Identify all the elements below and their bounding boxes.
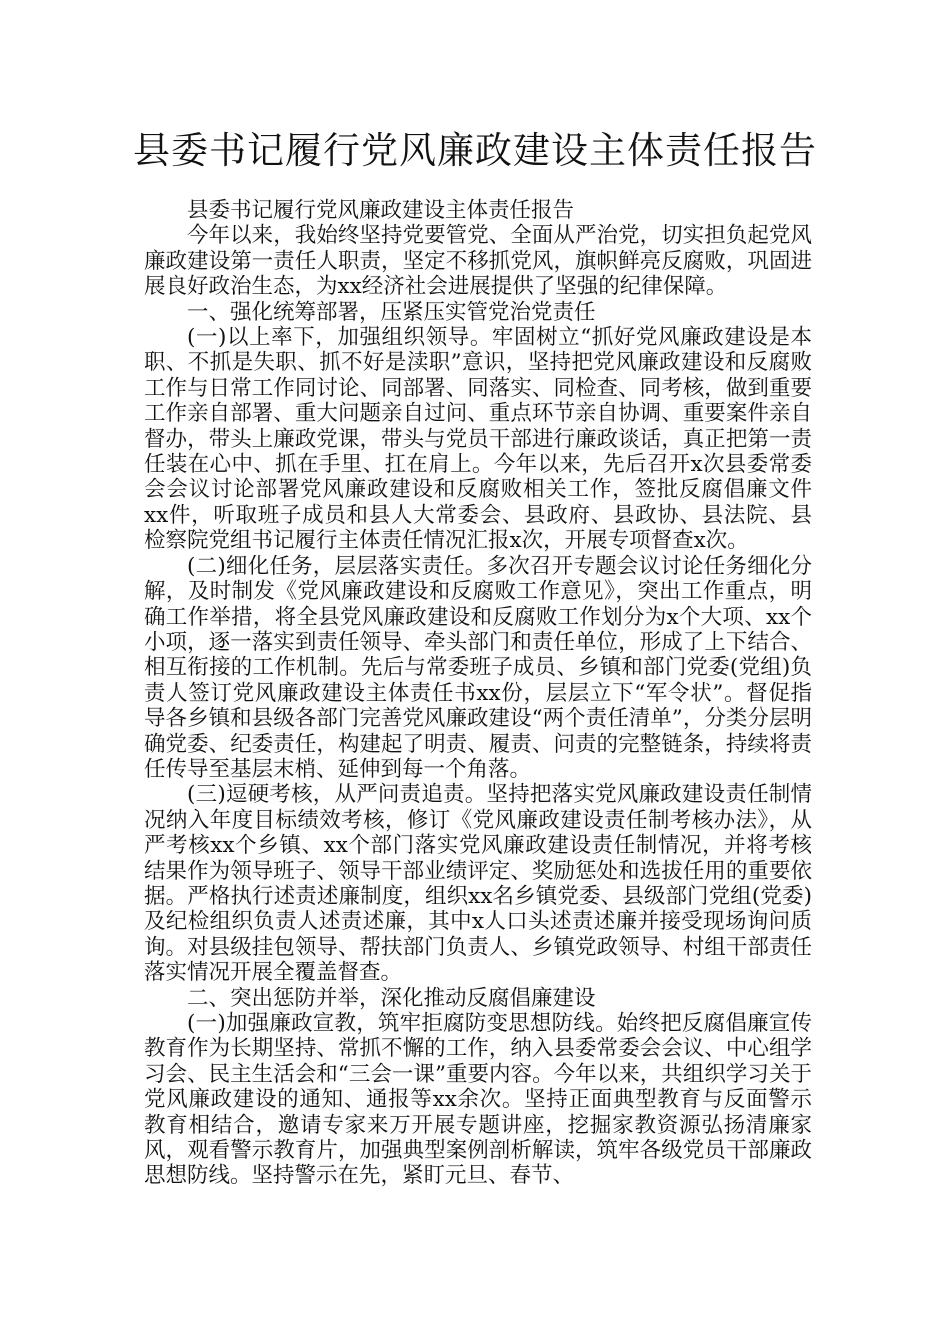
document-title: 县委书记履行党风廉政建设主体责任报告: [133, 129, 817, 172]
document-body: [144, 198, 812, 1189]
body-paragraph: (三)逗硬考核，从严问责追责。坚持把落实党风廉政建设责任制情况纳入年度目标绩效考核，修订《党风廉政建设责任制考核办法》，从严考核xx个乡镇、xx个部门落实党风廉政建设责任制情况，并将考核结果作为领导班子、领导干部业绩评定、奖励惩处和选拔任用的重要依据。严格执行述责述廉制度，组织xx名乡镇党委、县级部门党组(党委)及纪检组织负责人述责述廉，其中x人口头述责述廉并接受现场询问质询。对县级挂包领导、帮扶部门负责人、乡镇党政领导、村组干部责任落实情况开展全覆盖督查。: [144, 782, 812, 986]
section-heading-1: 一、强化统筹部署，压紧压实管党治党责任: [187, 299, 596, 325]
body-paragraph: (一)以上率下，加强组织领导。牢固树立“抓好党风廉政建设是本职、不抓是失职、抓不好是渎职”意识，坚持把党风廉政建设和反腐败工作与日常工作同讨论、同部署、同落实、同检查、同考核，做到重要工作亲自部署、重大问题亲自过问、重点环节亲自协调、重要案件亲自督办，带头上廉政党课，带头与党员干部进行廉政谈话，真正把第一责任装在心中、抓在手里、扛在肩上。今年以来，先后召开x次县委常委会会议讨论部署党风廉政建设和反腐败相关工作，签批反腐倡廉文件xx件，听取班子成员和县人大常委会、县政府、县政协、县法院、县检察院党组书记履行主体责任情况汇报x次，开展专项督查x次。: [144, 325, 812, 554]
body-paragraph: (二)细化任务，层层落实责任。多次召开专题会议讨论任务细化分解，及时制发《党风廉政建设和反腐败工作意见》，突出工作重点，明确工作举措，将全县党风廉政建设和反腐败工作划分为x个大项、xx个小项，逐一落实到责任领导、牵头部门和责任单位，形成了上下结合、相互衔接的工作机制。先后与常委班子成员、乡镇和部门党委(党组)负责人签订党风廉政建设主体责任书xx份，层层立下“军令状”。督促指导各乡镇和县级各部门完善党风廉政建设“两个责任清单”，分类分层明确党委、纪委责任，构建起了明责、履责、问责的完整链条，持续将责任传导至基层末梢、延伸到每一个角落。: [144, 553, 812, 782]
section-heading-2: 二、突出惩防并举，深化推动反腐倡廉建设: [187, 985, 596, 1011]
intro-paragraph: 今年以来，我始终坚持党要管党、全面从严治党，切实担负起党风廉政建设第一责任人职责，坚定不移抓党风，旗帜鲜亮反腐败，巩固进展良好政治生态，为xx经济社会进展提供了坚强的纪律保障。: [144, 223, 812, 300]
subtitle-paragraph: 县委书记履行党风廉政建设主体责任报告: [187, 198, 575, 223]
body-paragraph: (一)加强廉政宣教，筑牢拒腐防变思想防线。始终把反腐倡廉宣传教育作为长期坚持、常抓不懈的工作，纳入县委常委会会议、中心组学习会、民主生活会和“三会一课”重要内容。今年以来，共组织学习关于党风廉政建设的通知、通报等xx余次。坚持正面典型教育与反面警示教育相结合，邀请专家来万开展专题讲座，挖掘家教资源弘扬清廉家风，观看警示教育片，加强典型案例剖析解读，筑牢各级党员干部廉政思想防线。坚持警示在先，紧盯元旦、春节、: [144, 1011, 812, 1189]
